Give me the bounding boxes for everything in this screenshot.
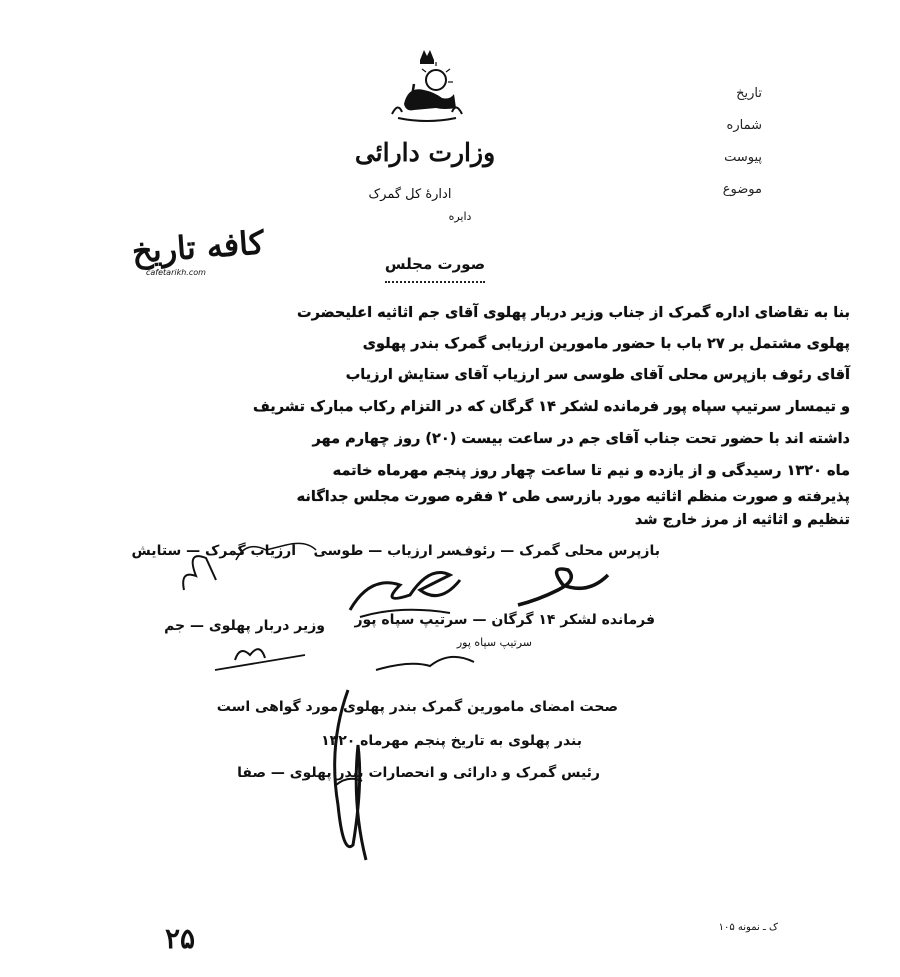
body-line: تنظیم و اثاثیه از مرز خارج شد: [634, 512, 850, 528]
lion-and-sun-emblem: [384, 46, 470, 126]
document-title: صورت مجلس: [384, 255, 486, 273]
office-name: ادارهٔ کل گمرک: [368, 187, 452, 202]
commander-name-note: سرتیپ سپاه پور: [456, 636, 532, 649]
verification-line: رئیس گمرک و دارائی و انحصارات بندر پهلوی — صفا: [237, 765, 600, 781]
verification-line: صحت امضای مامورین گمرک بندر پهلوی مورد گواهی است: [216, 699, 618, 715]
logo-text: کافه تاریخ: [130, 223, 266, 271]
cafetarikh-logo: [128, 223, 268, 288]
body-line: داشته اند با حضور تحت جناب آقای جم در ساعت بیست (۲۰) روز چهارم مهر: [312, 431, 850, 447]
signature-stetayesh: [176, 530, 326, 600]
body-line: پذیرفته و صورت منظم اثاثیه مورد بازرسی طی ۲ فقره صورت مجلس جداگانه: [296, 489, 850, 505]
number-label: شماره: [726, 118, 762, 133]
letterhead-fields: [682, 78, 762, 206]
form-code: ک ـ نمونه ۱۰۵: [718, 922, 778, 933]
signatory-division-commander: فرمانده لشکر ۱۴ گرگان — سرتیپ سپاه پور: [354, 612, 655, 628]
signatory-customs-inspector: بازپرس محلی گمرک — رئوف: [457, 543, 660, 559]
signature-safa: [318, 685, 378, 865]
body-line: و تیمسار سرتیپ سپاه پور فرمانده لشکر ۱۴ گرگان که در التزام رکاب مبارک تشریف: [253, 399, 850, 415]
page-number: ۲۵: [165, 922, 196, 955]
signatory-chief-appraiser: سر ارزیاب — طوسی: [313, 543, 460, 559]
logo-url: cafetarikh.com: [146, 268, 206, 277]
ministry-name: وزارت دارائی: [354, 138, 496, 167]
body-line: پهلوی مشتمل بر ۲۷ باب با حضور مامورین ارزیابی گمرک بندر پهلوی: [362, 336, 850, 352]
signature-sepahpour: [370, 640, 480, 680]
verification-line: بندر پهلوی به تاریخ پنجم مهرماه ۱۳۲۰: [321, 733, 582, 749]
signature-raouf: [508, 560, 618, 615]
body-line: بنا به تقاضای اداره گمرک از جناب وزیر دربار پهلوی آقای جم اثاثیه اعلیحضرت: [297, 305, 850, 321]
signature-jam: [205, 630, 315, 680]
attachment-label: پیوست: [724, 150, 762, 165]
subject-label: موضوع: [722, 182, 762, 197]
signatory-appraiser: ارزیاب گمرک — ستایش: [131, 543, 296, 559]
date-label: تاریخ: [736, 86, 762, 101]
department-label: دایره: [448, 210, 472, 223]
title-underline: [385, 281, 485, 283]
body-line: ماه ۱۳۲۰ رسیدگی و از یازده و نیم تا ساعت چهار روز پنجم مهرماه خاتمه: [332, 463, 850, 479]
signature-tousi: [340, 555, 470, 625]
signatory-court-minister: وزیر دربار پهلوی — جم: [164, 618, 325, 634]
body-line: آقای رئوف بازپرس محلی آقای طوسی سر ارزیاب آقای ستایش ارزیاب: [345, 367, 850, 383]
